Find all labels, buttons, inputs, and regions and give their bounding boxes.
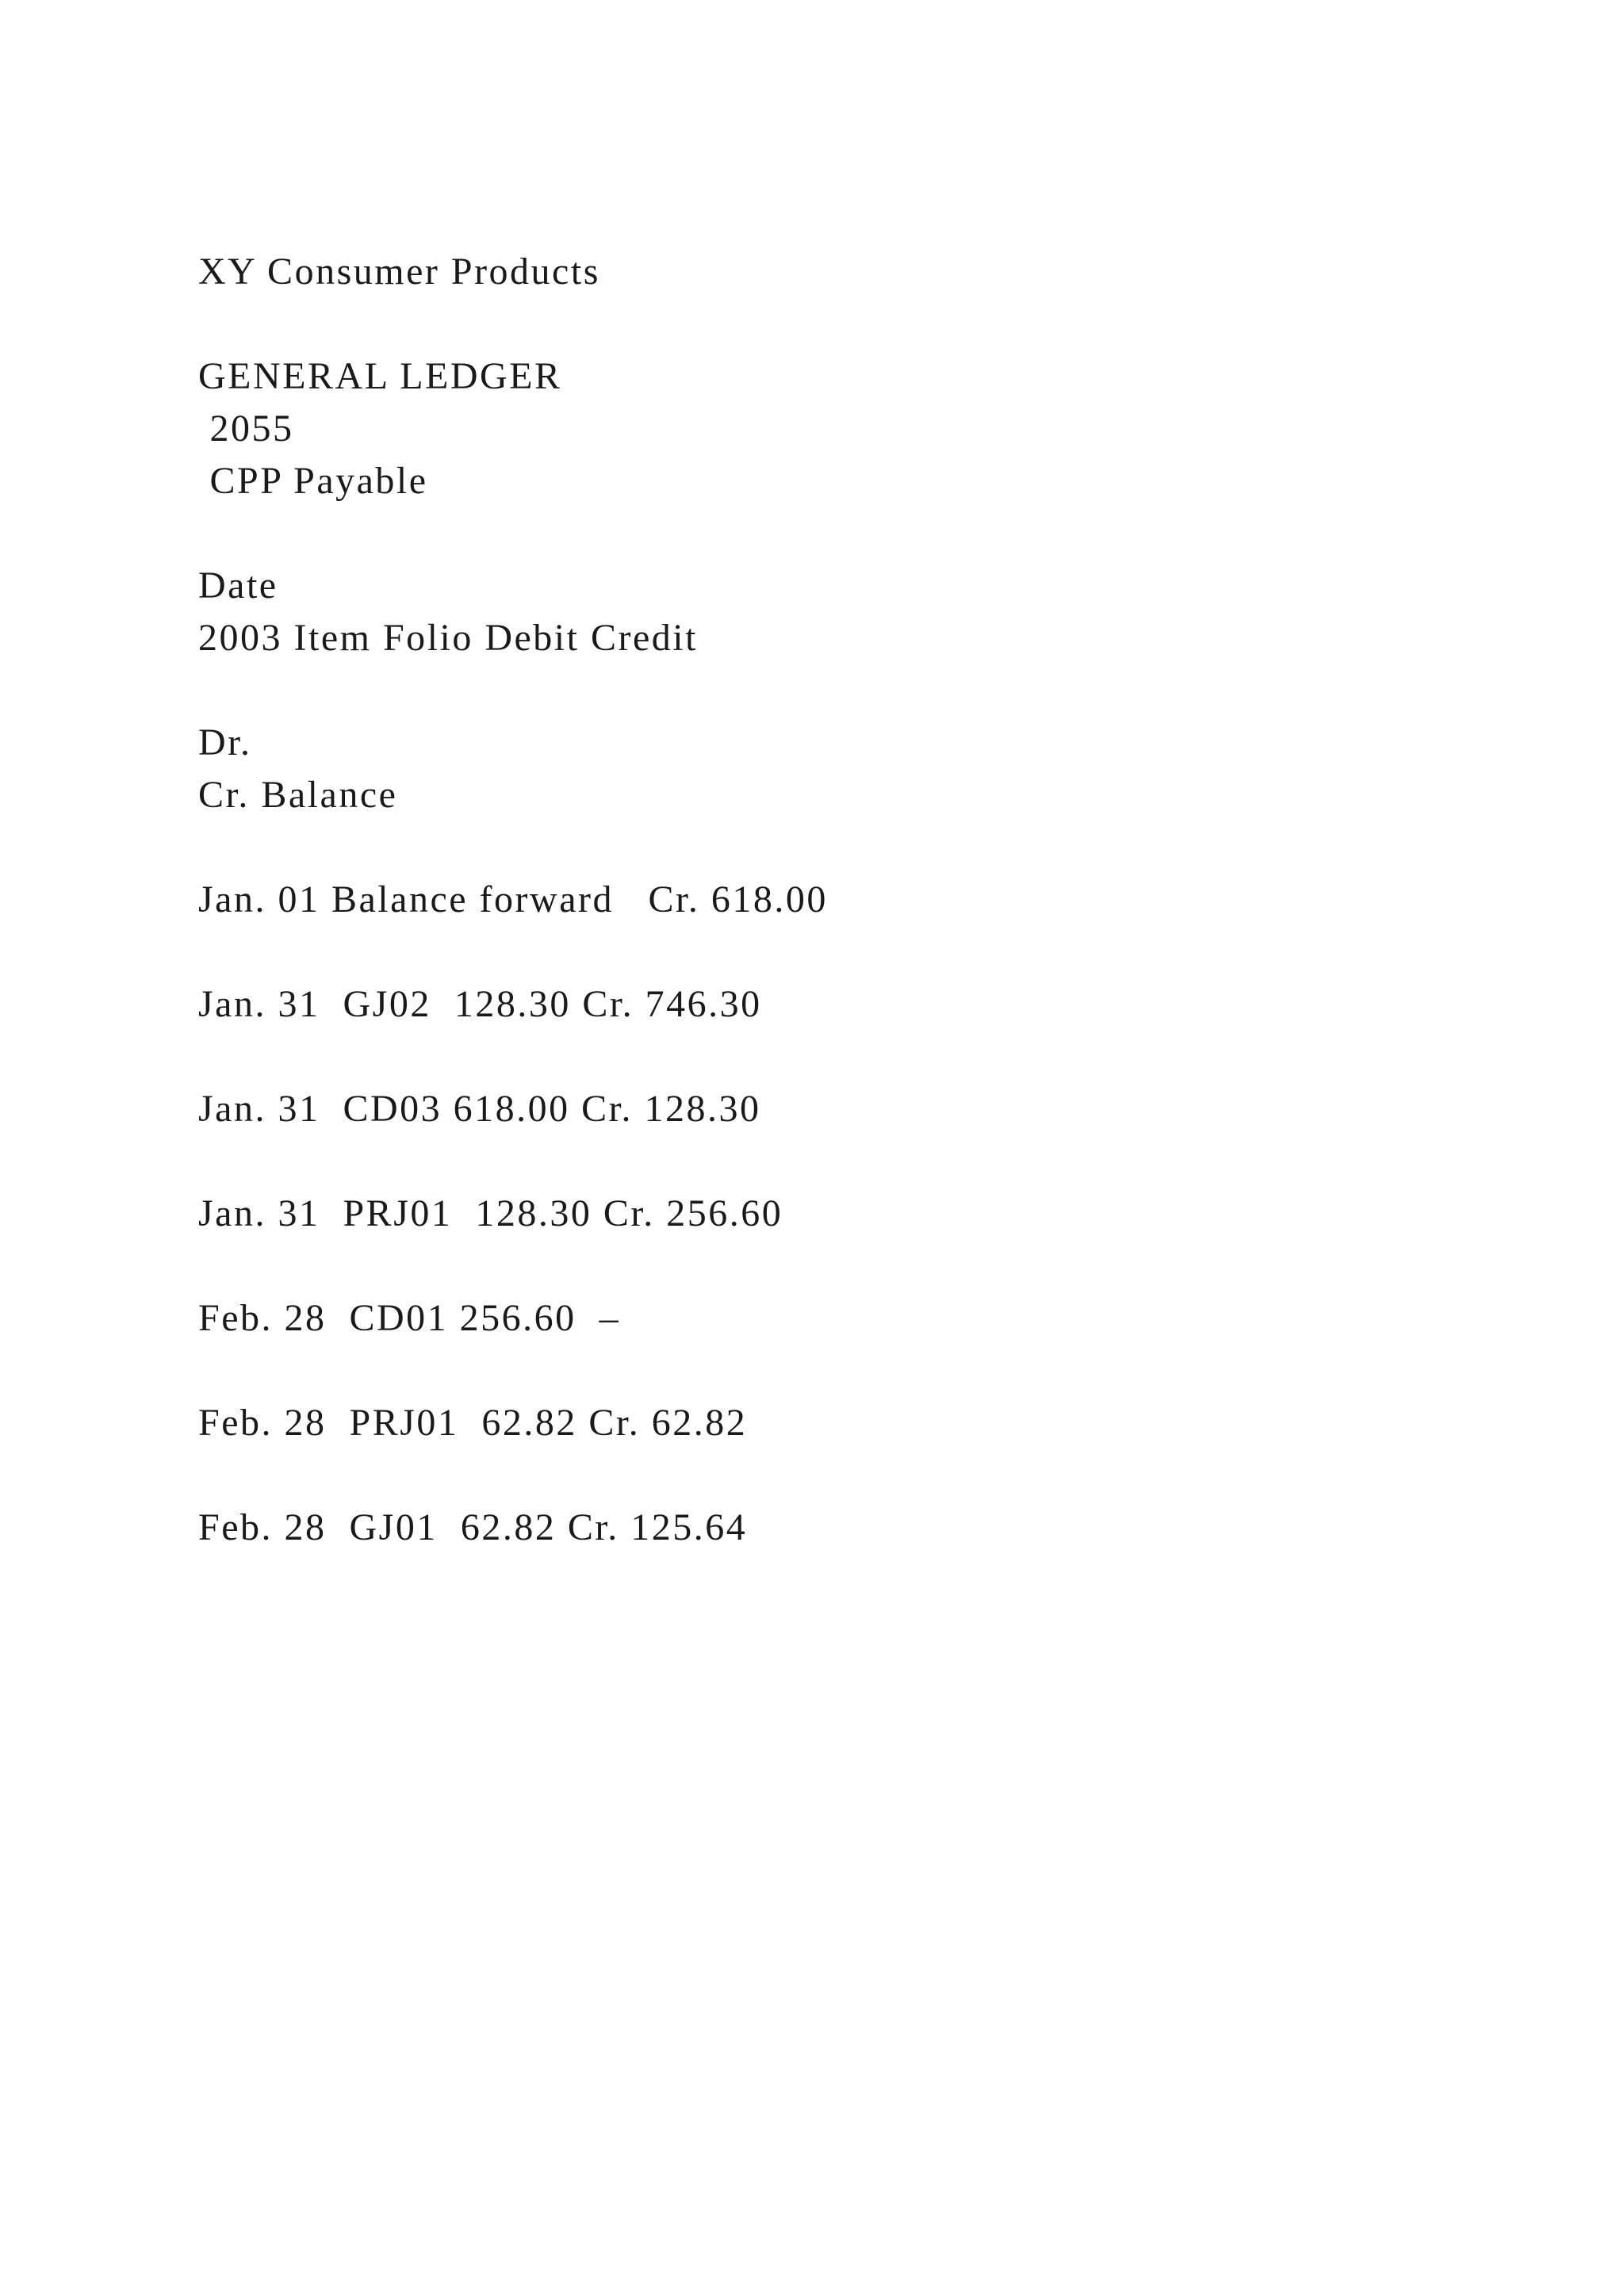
header-columns: 2003 Item Folio Debit Credit <box>198 617 698 659</box>
ledger-entry: Jan. 01 Balance forward Cr. 618.00 <box>198 878 828 920</box>
ledger-entry: Jan. 31 GJ02 128.30 Cr. 746.30 <box>198 983 762 1025</box>
spacer <box>198 1240 1546 1292</box>
spacer <box>198 1449 1546 1502</box>
spacer <box>198 1031 1546 1083</box>
spacer <box>198 1135 1546 1188</box>
ledger-entry: Feb. 28 CD01 256.60 – <box>198 1297 621 1339</box>
spacer <box>198 298 1546 350</box>
company-name: XY Consumer Products <box>198 251 600 293</box>
header-date: Date <box>198 564 278 607</box>
spacer <box>198 664 1546 717</box>
ledger-entry: Jan. 31 CD03 618.00 Cr. 128.30 <box>198 1088 761 1130</box>
ledger-entry: Jan. 31 PRJ01 128.30 Cr. 256.60 <box>198 1192 783 1234</box>
spacer <box>198 821 1546 874</box>
spacer <box>198 926 1546 978</box>
spacer <box>198 1345 1546 1397</box>
ledger-entry: Feb. 28 PRJ01 62.82 Cr. 62.82 <box>198 1402 748 1444</box>
ledger-entry: Feb. 28 GJ01 62.82 Cr. 125.64 <box>198 1506 748 1548</box>
ledger-title: GENERAL LEDGER <box>198 355 562 397</box>
spacer <box>198 507 1546 560</box>
account-number: 2055 <box>198 408 294 450</box>
header-cr-balance: Cr. Balance <box>198 774 398 816</box>
ledger-document <box>198 246 1546 1554</box>
account-name: CPP Payable <box>198 460 428 502</box>
header-dr: Dr. <box>198 721 252 763</box>
